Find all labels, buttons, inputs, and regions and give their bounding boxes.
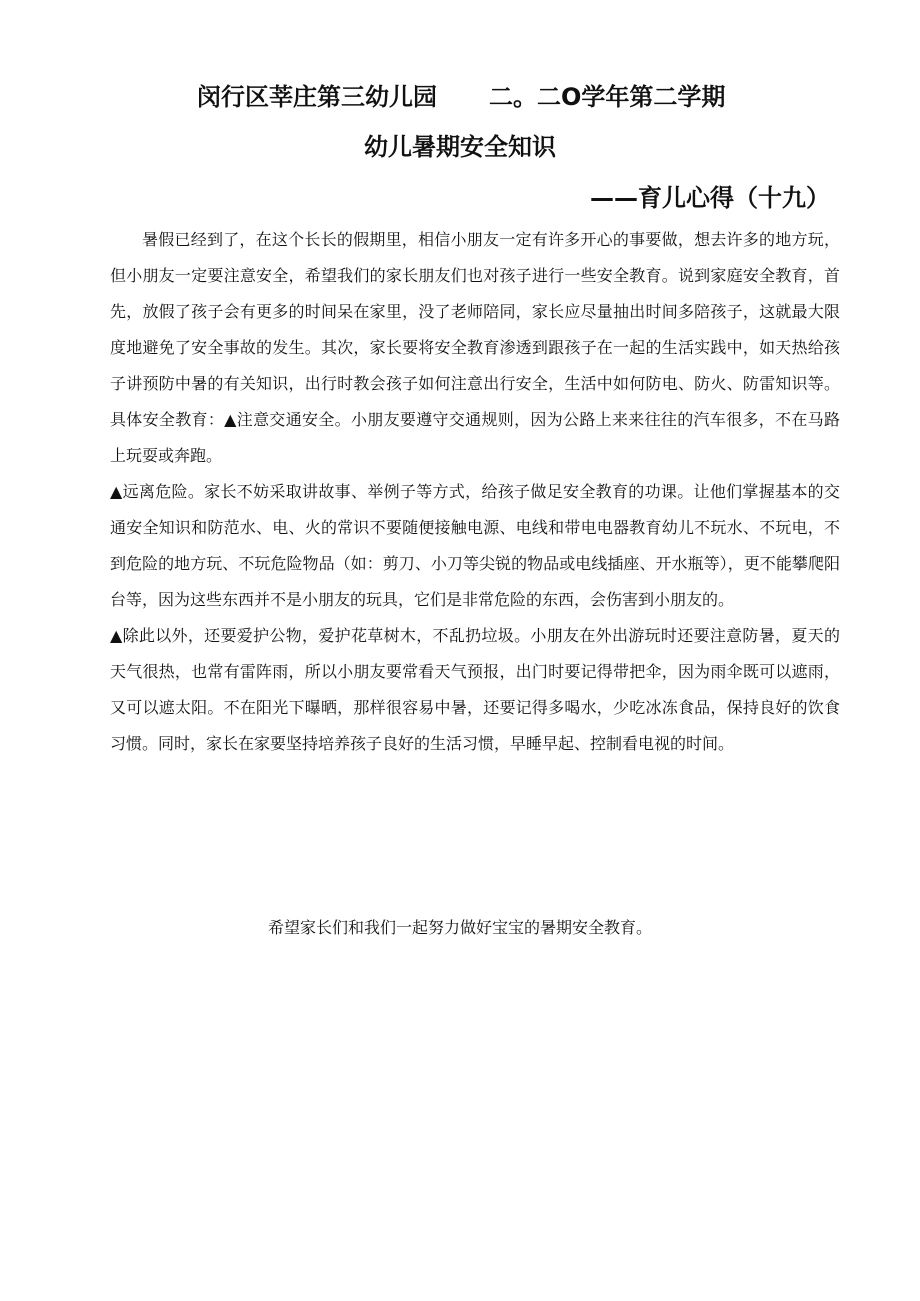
document-header: [197, 80, 725, 114]
closing-line: 希望家长们和我们一起努力做好宝宝的暑期安全教育。: [267, 918, 652, 937]
document-body: [110, 222, 840, 762]
paragraph-public-property: ▲除此以外，还要爱护公物，爱护花草树木，不乱扔垃圾。小朋友在外出游玩时还要注意防暑，夏天的天气很热，也常有雷阵雨，所以小朋友要常看天气预报，出门时要记得带把伞，因为雨伞既可以遮雨，又可以遮太阳。不在阳光下曝晒，那样很容易中暑，还要记得多喝水，少吃冰冻食品，保持良好的饮食习惯。同时，家长在家要坚持培养孩子良好的生活习惯，早睡早起、控制看电视的时间。: [110, 626, 840, 753]
school-name: 闵行区莘庄第三幼儿园: [197, 83, 437, 111]
document-subtitle: ——育儿心得（十九）: [590, 184, 830, 212]
document-title: 幼儿暑期安全知识: [364, 133, 556, 161]
paragraph-danger: ▲远离危险。家长不妨采取讲故事、举例子等方式，给孩子做足安全教育的功课。让他们掌握基本的交通安全知识和防范水、电、火的常识不要随便接触电源、电线和带电电器教育幼儿不玩水、不玩电，不到危险的地方玩、不玩危险物品（如：剪刀、小刀等尖锐的物品或电线插座、开水瓶等），更不能攀爬阳台等，因为这些东西并不是小朋友的玩具，它们是非常危险的东西，会伤害到小朋友的。: [110, 482, 840, 609]
paragraph-intro: 暑假已经到了，在这个长长的假期里，相信小朋友一定有许多开心的事要做，想去许多的地方玩，但小朋友一定要注意安全，希望我们的家长朋友们也对孩子进行一些安全教育。说到家庭安全教育，首先，放假了孩子会有更多的时间呆在家里，没了老师陪同，家长应尽量抽出时间多陪孩子，这就最大限度地避免了安全事故的发生。其次，家长要将安全教育渗透到跟孩子在一起的生活实践中，如天热给孩子讲预防中暑的有关知识，出行时教会孩子如何注意出行安全，生活中如何防电、防火、防雷知识等。具体安全教育：▲注意交通安全。小朋友要遵守交通规则，因为公路上来来往往的汽车很多，不在马路上玩耍或奔跑。: [110, 230, 840, 465]
academic-term: 二。二O学年第二学期: [489, 83, 726, 111]
